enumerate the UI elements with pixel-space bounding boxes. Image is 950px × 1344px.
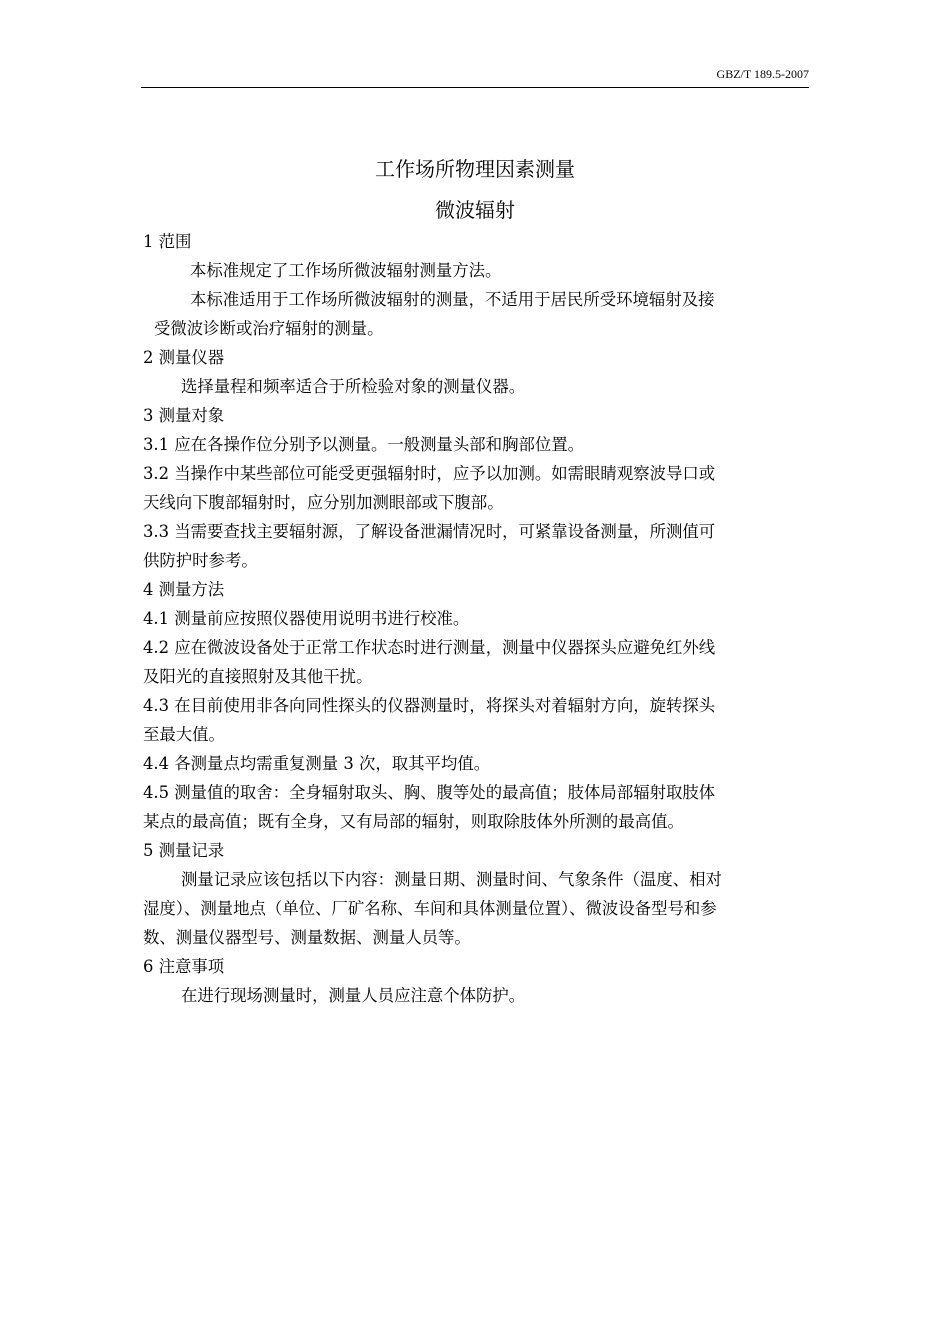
clause-line: 4.5 测量值的取舍：全身辐射取头、胸、腹等处的最高值；肢体局部辐射取肢体 (143, 783, 716, 802)
clause-line: 某点的最高值；既有全身，又有局部的辐射，则取除肢体外所测的最高值。 (143, 812, 684, 831)
clause-line: 及阳光的直接照射及其他干扰。 (143, 667, 373, 686)
paragraph-line: 测量记录应该包括以下内容：测量日期、测量时间、气象条件（温度、相对 (181, 870, 722, 889)
paragraph-line: 本标准规定了工作场所微波辐射测量方法。 (190, 261, 502, 280)
paragraph-line: 受微波诊断或治疗辐射的测量。 (154, 319, 384, 338)
paragraph-line: 数、测量仪器型号、测量数据、测量人员等。 (143, 928, 471, 947)
document-subtitle: 微波辐射 (435, 198, 515, 222)
paragraph-line: 本标准适用于工作场所微波辐射的测量，不适用于居民所受环境辐射及接 (190, 290, 715, 309)
section-heading-records: 5 测量记录 (143, 841, 225, 860)
document-body (143, 227, 811, 1010)
clause-line: 3.2 当操作中某些部位可能受更强辐射时，应予以加测。如需眼睛观察波导口或 (143, 464, 716, 483)
paragraph-line: 选择量程和频率适合于所检验对象的测量仪器。 (181, 377, 526, 396)
clause-line: 4.1 测量前应按照仪器使用说明书进行校准。 (143, 609, 470, 628)
clause-line: 供防护时参考。 (143, 551, 258, 570)
paragraph-line: 湿度）、测量地点（单位、厂矿名称、车间和具体测量位置）、微波设备型号和参 (143, 899, 717, 918)
section-heading-methods: 4 测量方法 (143, 580, 225, 599)
clause-line: 天线向下腹部辐射时，应分别加测眼部或下腹部。 (143, 493, 504, 512)
section-heading-instruments: 2 测量仪器 (143, 348, 225, 367)
page-header (141, 66, 809, 88)
clause-line: 至最大值。 (143, 725, 225, 744)
standard-code: GBZ/T 189.5-2007 (716, 67, 809, 81)
clause-line: 3.1 应在各操作位分别予以测量。一般测量头部和胸部位置。 (143, 435, 585, 454)
section-heading-objects: 3 测量对象 (143, 406, 225, 425)
paragraph-line: 在进行现场测量时，测量人员应注意个体防护。 (181, 986, 526, 1005)
document-title: 工作场所物理因素测量 (375, 157, 575, 181)
section-heading-notes: 6 注意事项 (143, 957, 225, 976)
section-heading-scope: 1 范围 (143, 232, 192, 251)
clause-line: 4.3 在目前使用非各向同性探头的仪器测量时，将探头对着辐射方向，旋转探头 (143, 696, 716, 715)
clause-line: 4.2 应在微波设备处于正常工作状态时进行测量，测量中仪器探头应避免红外线 (143, 638, 716, 657)
clause-line: 4.4 各测量点均需重复测量 3 次，取其平均值。 (143, 754, 491, 773)
clause-line: 3.3 当需要查找主要辐射源，了解设备泄漏情况时，可紧靠设备测量，所测值可 (143, 522, 716, 541)
